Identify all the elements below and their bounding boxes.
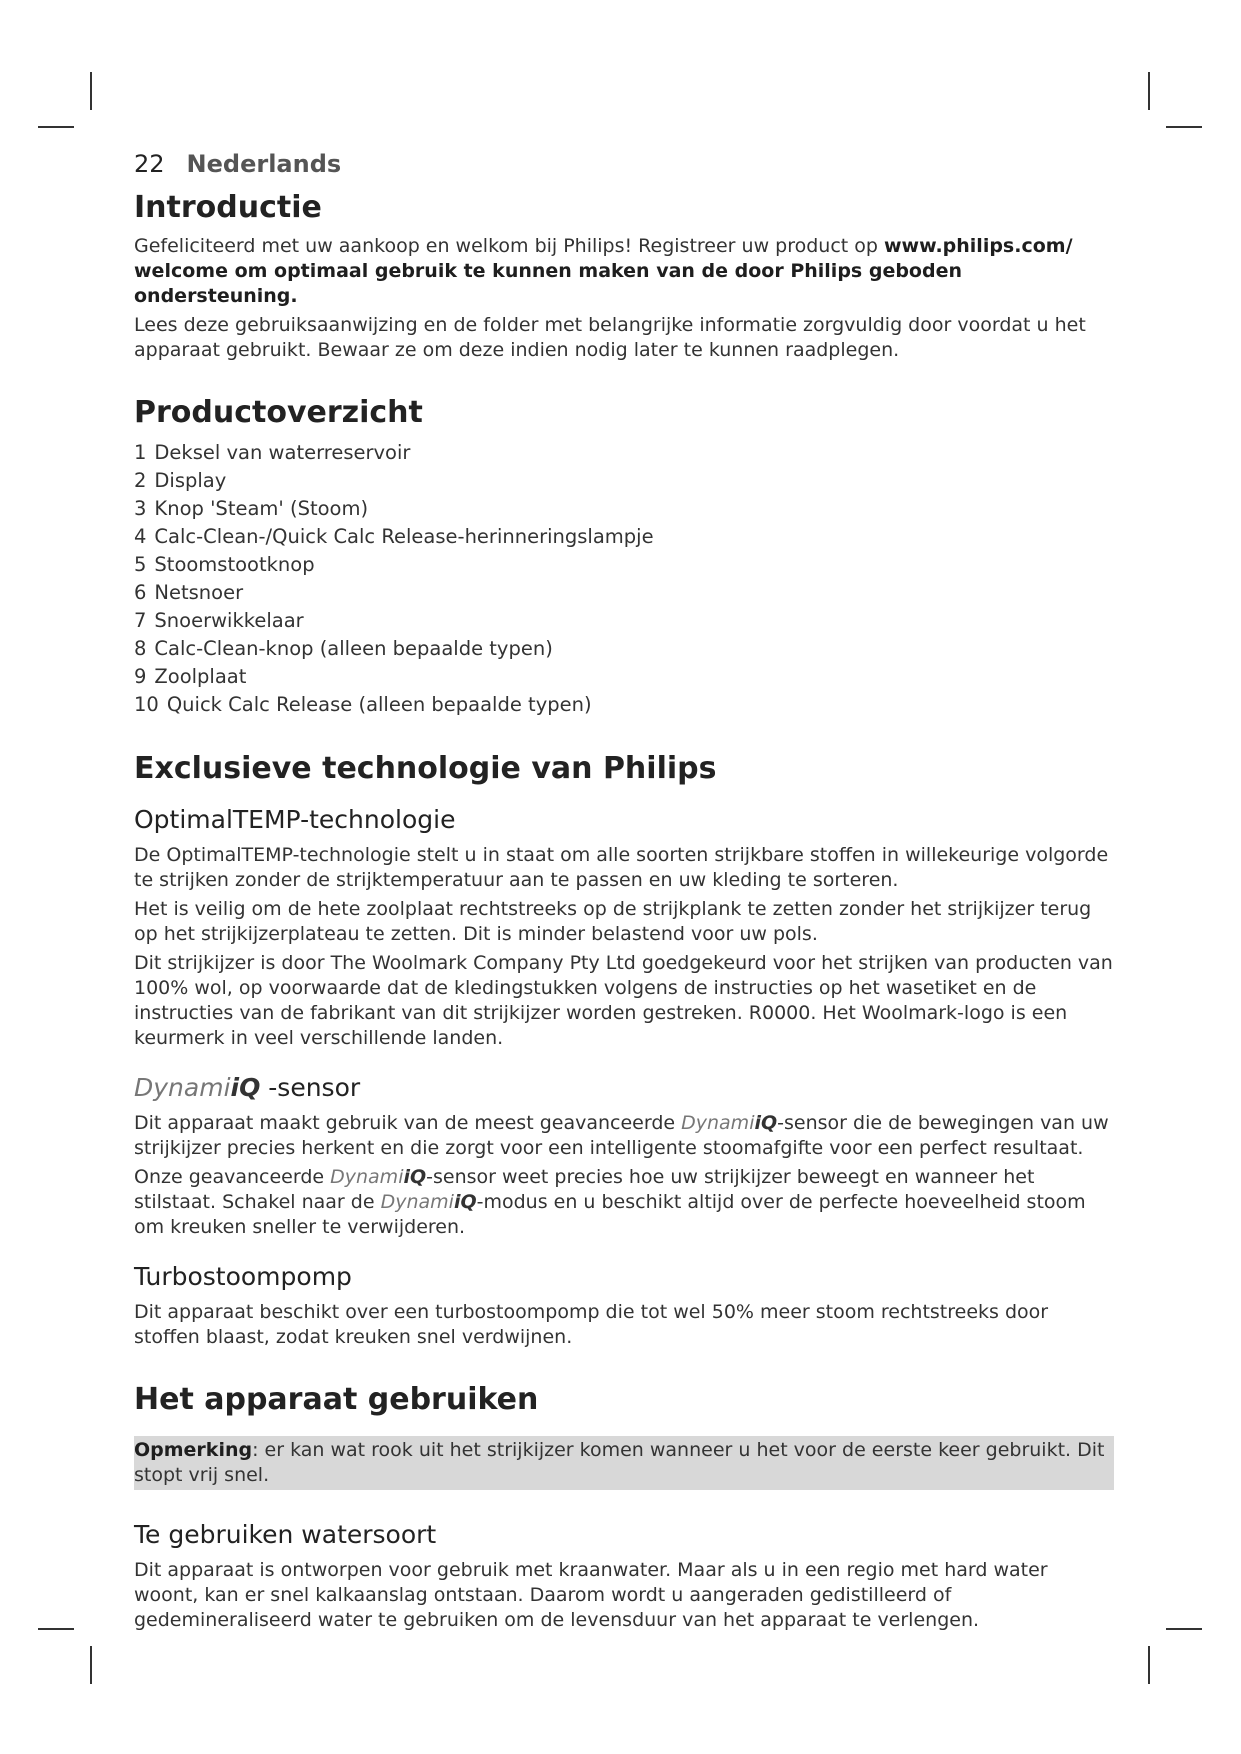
dynamiq-title: DynamiiQ -sensor	[134, 1073, 361, 1102]
page-content	[134, 150, 1114, 1637]
note-text: Opmerking: er kan wat rook uit het strijkijzer komen wanneer u het voor de eerste keer gebruikt. Dit stopt vrij snel.	[134, 1439, 1105, 1486]
page-number: 22	[134, 150, 165, 178]
list-item: 5 Stoomstootknop	[134, 553, 315, 576]
crop-mark	[38, 126, 74, 128]
water-paragraph: Dit apparaat is ontworpen voor gebruik met kraanwater. Maar als u in een regio met hard water woont, kan er snel kalkaanslag ontstaan. Daarom wordt u aangeraden gedistilleerd of gedemineraliseerd water te gebruiken om de levensduur van het apparaat te verlengen.	[134, 1559, 1048, 1631]
intro-title: Introductie	[134, 190, 322, 225]
overview-title: Productoverzicht	[134, 395, 423, 430]
intro-text: Gefeliciteerd met uw aankoop en welkom bij Philips! Registreer uw product op	[134, 235, 884, 257]
usage-title: Het apparaat gebruiken	[134, 1382, 539, 1417]
dynamiq-logo: DynamiiQ	[134, 1073, 261, 1102]
list-item: 4 Calc-Clean-/Quick Calc Release-herinneringslampje	[134, 525, 654, 548]
list-item: 7 Snoerwikkelaar	[134, 609, 304, 632]
optimaltemp-paragraph-3: Dit strijkijzer is door The Woolmark Company Pty Ltd goedgekeurd voor het strijken van producten van 100% wol, op voorwaarde dat de kledingstukken volgens de instructies op het wasetiket en de instructies van de fabrikant van dit strijkijzer worden gestreken. R0000. Het Woolmark-logo is een keurmerk in veel verschillende landen.	[134, 952, 1113, 1049]
crop-mark	[90, 1646, 92, 1684]
intro-section	[134, 190, 1114, 363]
product-parts-list	[134, 439, 1114, 719]
turbo-title: Turbostoompomp	[134, 1262, 352, 1291]
overview-section	[134, 395, 1114, 719]
dynamiq-logo: DynamiiQ	[380, 1191, 477, 1213]
list-item: 1 Deksel van waterreservoir	[134, 441, 411, 464]
crop-mark	[1166, 126, 1202, 128]
turbo-subsection	[134, 1262, 1114, 1350]
list-item: 3 Knop 'Steam' (Stoom)	[134, 497, 369, 520]
intro-paragraph-2: Lees deze gebruiksaanwijzing en de folder met belangrijke informatie zorgvuldig door voordat u het apparaat gebruikt. Bewaar ze om deze indien nodig later te kunnen raadplegen.	[134, 314, 1086, 361]
note-box	[134, 1436, 1114, 1490]
crop-mark	[90, 72, 92, 110]
list-item: 8 Calc-Clean-knop (alleen bepaalde typen)	[134, 637, 553, 660]
optimaltemp-title: OptimalTEMP-technologie	[134, 805, 456, 834]
water-title: Te gebruiken watersoort	[134, 1520, 437, 1549]
optimaltemp-paragraph-1: De OptimalTEMP-technologie stelt u in staat om alle soorten strijkbare stoffen in willekeurige volgorde te strijken zonder de strijktemperatuur aan te passen en uw kleding te sorteren.	[134, 844, 1109, 891]
technology-section	[134, 751, 1114, 1350]
dynamiq-subsection	[134, 1073, 1114, 1240]
crop-mark	[38, 1628, 74, 1630]
dynamiq-logo: DynamiiQ	[681, 1112, 778, 1134]
list-item: 6 Netsnoer	[134, 581, 244, 604]
note-label: Opmerking	[134, 1439, 253, 1461]
dynamiq-logo: DynamiiQ	[330, 1166, 427, 1188]
philips-url: www.philips.com/ welcome om optimaal gebruik te kunnen maken van de door Philips geboden ondersteuning.	[134, 235, 1073, 307]
water-subsection	[134, 1520, 1114, 1633]
usage-section	[134, 1382, 1114, 1633]
list-item: 10 Quick Calc Release (alleen bepaalde typen)	[134, 693, 592, 716]
language-label: Nederlands	[186, 150, 342, 178]
list-item: 2 Display	[134, 469, 227, 492]
crop-mark	[1166, 1628, 1202, 1630]
turbo-paragraph: Dit apparaat beschikt over een turbostoompomp die tot wel 50% meer stoom rechtstreeks door stoffen blaast, zodat kreuken snel verdwijnen.	[134, 1301, 1049, 1348]
crop-mark	[1148, 1646, 1150, 1684]
dynamiq-paragraph-1: Dit apparaat maakt gebruik van de meest geavanceerde DynamiiQ-sensor die de bewegingen van uw strijkijzer precies herkent en die zorgt voor een intelligente stoomafgifte voor een perfect resultaat.	[134, 1112, 1109, 1159]
technology-title: Exclusieve technologie van Philips	[134, 751, 717, 786]
intro-paragraph-1	[134, 234, 1114, 309]
list-item: 9 Zoolplaat	[134, 665, 247, 688]
optimaltemp-paragraph-2: Het is veilig om de hete zoolplaat rechtstreeks op de strijkplank te zetten zonder het strijkijzer terug op het strijkijzerplateau te zetten. Dit is minder belastend voor uw pols.	[134, 898, 1092, 945]
dynamiq-paragraph-2: Onze geavanceerde DynamiiQ-sensor weet precies hoe uw strijkijzer beweegt en wanneer het stilstaat. Schakel naar de DynamiiQ-modus en u beschikt altijd over de perfecte hoeveelheid stoom om kreuken sneller te verwijderen.	[134, 1166, 1086, 1238]
optimaltemp-subsection	[134, 805, 1114, 1051]
crop-mark	[1148, 72, 1150, 110]
page-header	[134, 150, 1114, 178]
